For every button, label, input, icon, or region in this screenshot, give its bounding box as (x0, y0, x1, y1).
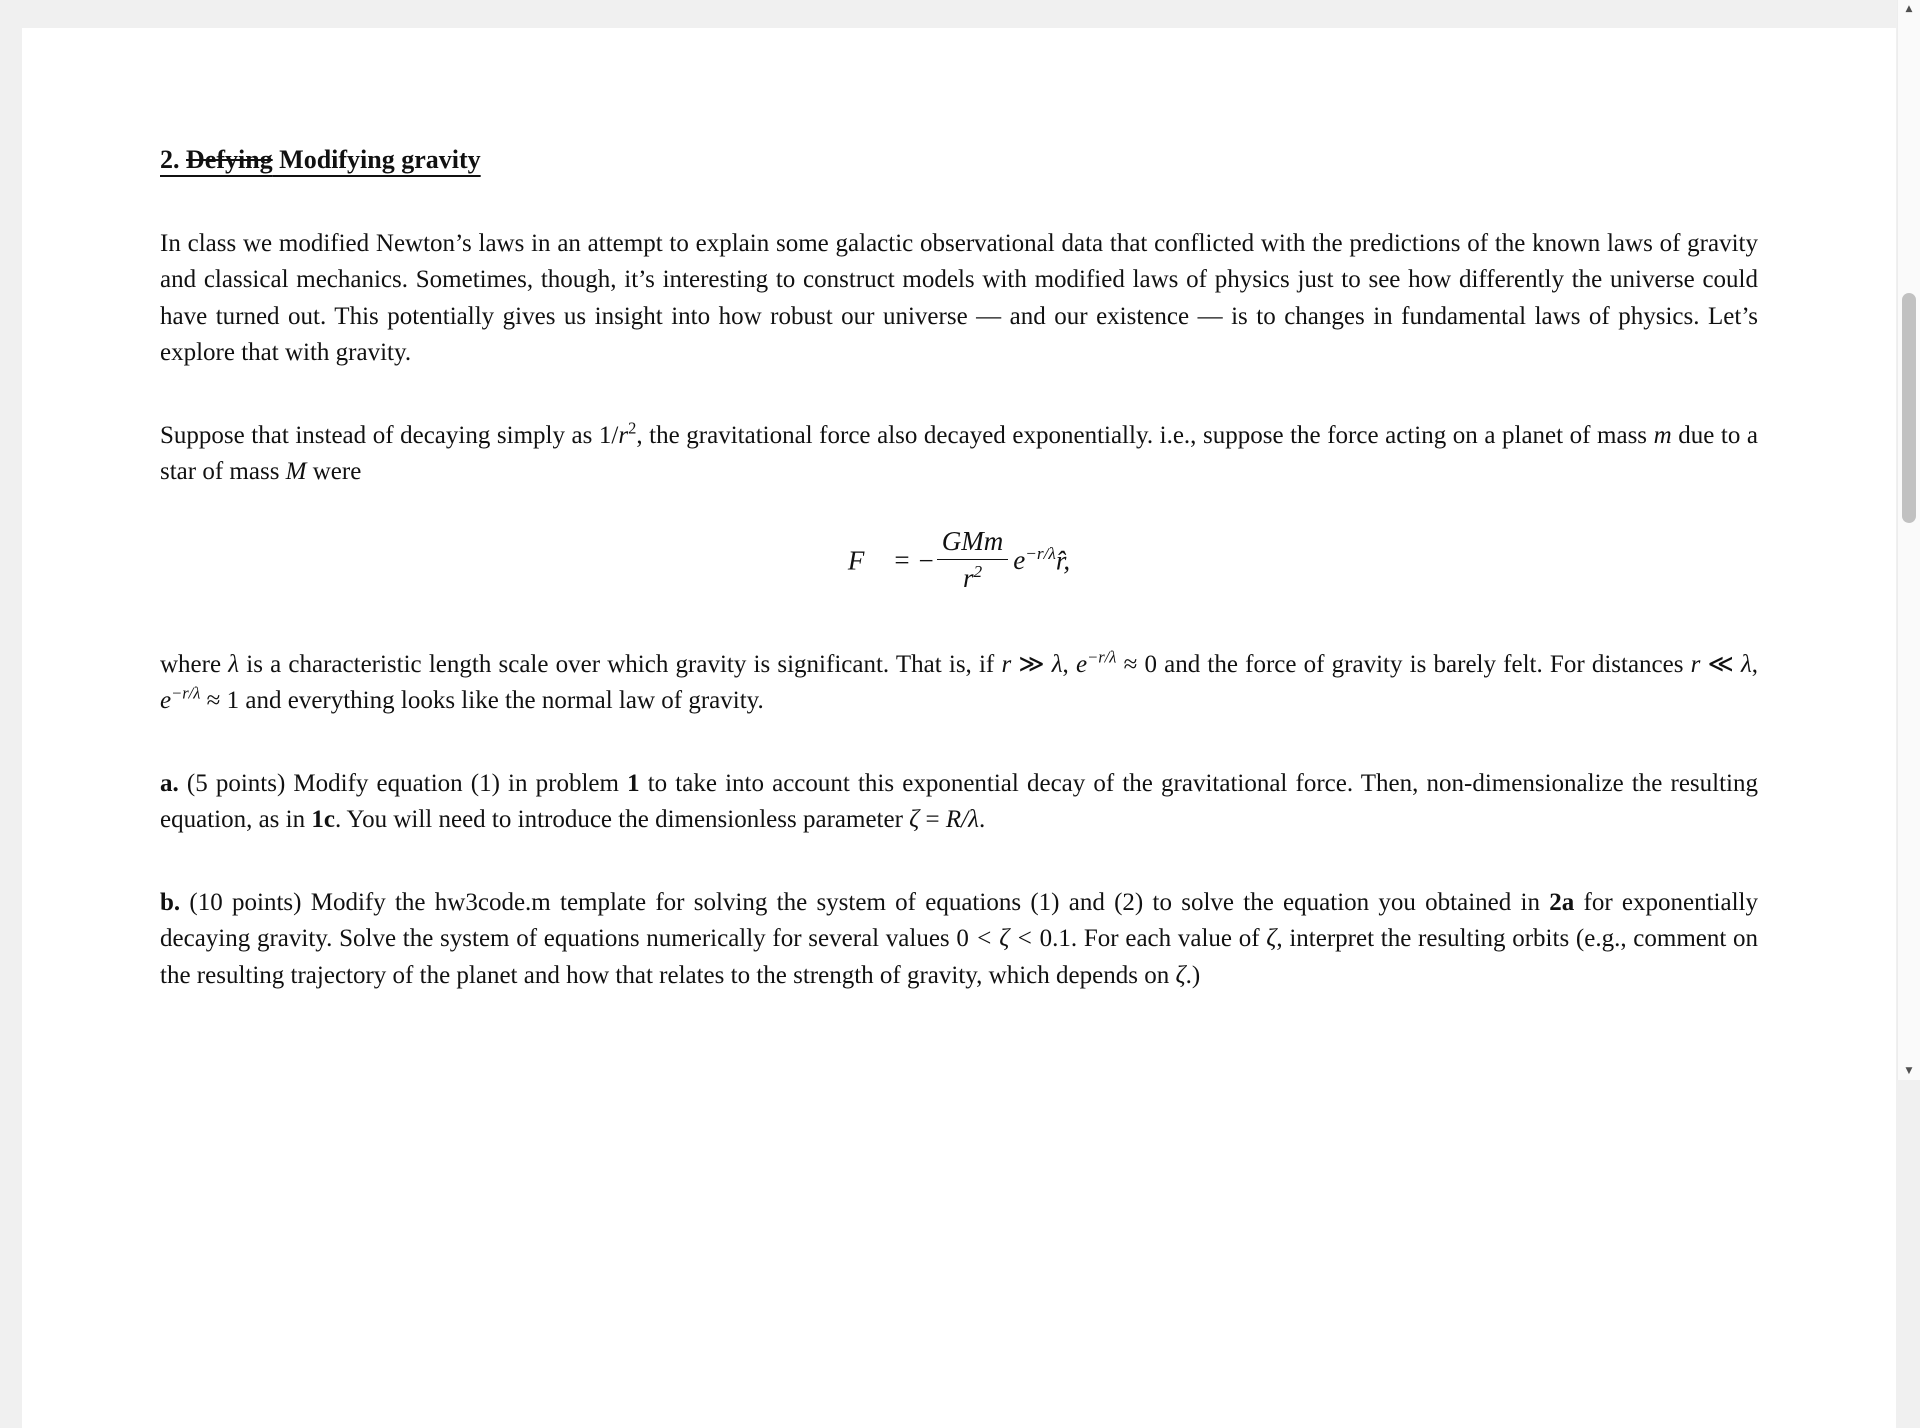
text-run: 2a (1549, 888, 1575, 916)
document-page (22, 28, 1896, 1428)
text-run: 2 (628, 418, 637, 438)
item-a (160, 766, 1758, 839)
text-run: r (1001, 650, 1012, 678)
text-run: e (1075, 650, 1088, 678)
fraction-numerator: GMm (941, 525, 1004, 556)
text-run: r (618, 421, 629, 449)
text-run: ζ (999, 925, 1010, 953)
text-run: ζ (1175, 961, 1186, 989)
text-run: In class we modified Newton’s laws in an attempt to explain some galactic observational data that conflicted with the predictions of the known laws of gravity and classical mechanics. Sometimes, though, it’s interesting to construct models with modified laws of physics just to see how differently the universe could have turned out. This potentially gives us insight into how robust our universe — and our existence — is to changes in fundamental laws of physics. Let’s explore that with gravity. (160, 229, 1758, 366)
text-run: λ (1740, 650, 1752, 678)
text-run: b. (160, 888, 181, 916)
fraction-denominator (958, 560, 987, 594)
text-run: ≈ 0 and the force of gravity is barely felt. For distances (1116, 650, 1691, 678)
text-run: Defying (186, 145, 273, 174)
text-run: r (1690, 650, 1701, 678)
text-run: , interpret the resulting orbits (e.g., comment on the resulting trajectory of the planet and how that relates to the strength of gravity, which depends on (160, 925, 1759, 989)
text-run: λ (1051, 650, 1063, 678)
text-run: to take into account this exponential decay of the gravitational force. Then, non-dimensionalize the resulting equation, as in (160, 769, 1759, 834)
text-run: for exponentially decaying gravity. Solve the system of equations numerically for several values 0 (160, 888, 1758, 953)
heading-wrap (160, 141, 1758, 180)
equation-minus: − (918, 544, 934, 575)
equation-rhat: r̂, (1055, 544, 1071, 575)
text-run: < (1016, 925, 1033, 953)
text-run: = (919, 806, 946, 834)
text-run: , (1751, 650, 1759, 678)
text-run: −r/λ (1087, 647, 1117, 667)
exp-base: e (1013, 544, 1026, 575)
exp-exponent: −r/λ (1025, 543, 1056, 563)
text-run: , the gravitational force also decayed exponentially. i.e., suppose the force acting on a planet of mass (636, 421, 1654, 449)
section-heading (160, 141, 481, 179)
text-run: (10 points) Modify the hw3code.m template for solving the system of equations (1) and (2) to solve the equation you obtained in (180, 888, 1550, 916)
text-run: ≪ (1700, 650, 1741, 678)
text-run: ≫ (1011, 650, 1052, 678)
text-run: . You will need to introduce the dimensionless parameter (334, 806, 910, 834)
text-run: ζ (1266, 925, 1277, 953)
equation-lhs: F⃗ (847, 544, 886, 575)
scrollbar-thumb[interactable] (1902, 293, 1916, 523)
scrollbar-track[interactable] (1897, 0, 1920, 1080)
text-run: R/λ (945, 806, 979, 834)
text-run: Suppose that instead of decaying simply as 1/ (160, 421, 619, 449)
text-run: 1c (311, 806, 335, 834)
text-run: −r/λ (171, 683, 201, 703)
text-run: 0.1. For each value of (1032, 925, 1267, 953)
text-run: , (1062, 650, 1076, 678)
paragraph-suppose (160, 418, 1758, 491)
paragraph-intro (160, 226, 1758, 372)
text-run: 2. (160, 145, 186, 174)
text-run: due to a star of mass (160, 421, 1758, 485)
text-run: were (306, 458, 362, 485)
text-run: λ (228, 650, 240, 678)
text-run: e (160, 687, 172, 715)
text-run: ζ (909, 806, 920, 834)
text-run: Modifying gravity (272, 145, 481, 174)
exponential-term (1013, 545, 1056, 575)
text-run: M (285, 458, 307, 485)
text-run: < (975, 925, 993, 953)
item-b (160, 885, 1758, 995)
text-run: m (1653, 421, 1672, 449)
text-run: ≈ 1 and everything looks like the normal law of gravity. (200, 687, 764, 715)
equation-equals: = (894, 544, 910, 575)
denominator-exponent: 2 (973, 562, 983, 582)
text-run: a. (160, 769, 179, 797)
document-body (160, 141, 1758, 994)
equation-display (160, 525, 1758, 601)
text-run: where (160, 650, 229, 678)
equation-fraction (937, 525, 1009, 595)
denominator-base: r (962, 563, 974, 594)
text-run: . (978, 806, 986, 834)
paragraph-lambda (160, 647, 1758, 720)
text-run: .) (1185, 961, 1201, 989)
text-run: 1 (627, 769, 640, 797)
scroll-up-icon[interactable]: ▲ (1905, 4, 1913, 14)
text-run: is a characteristic length scale over which gravity is significant. That is, if (239, 650, 1002, 678)
text-run: (5 points) Modify equation (1) in problem (178, 769, 628, 797)
scroll-down-icon[interactable]: ▼ (1905, 1066, 1913, 1076)
